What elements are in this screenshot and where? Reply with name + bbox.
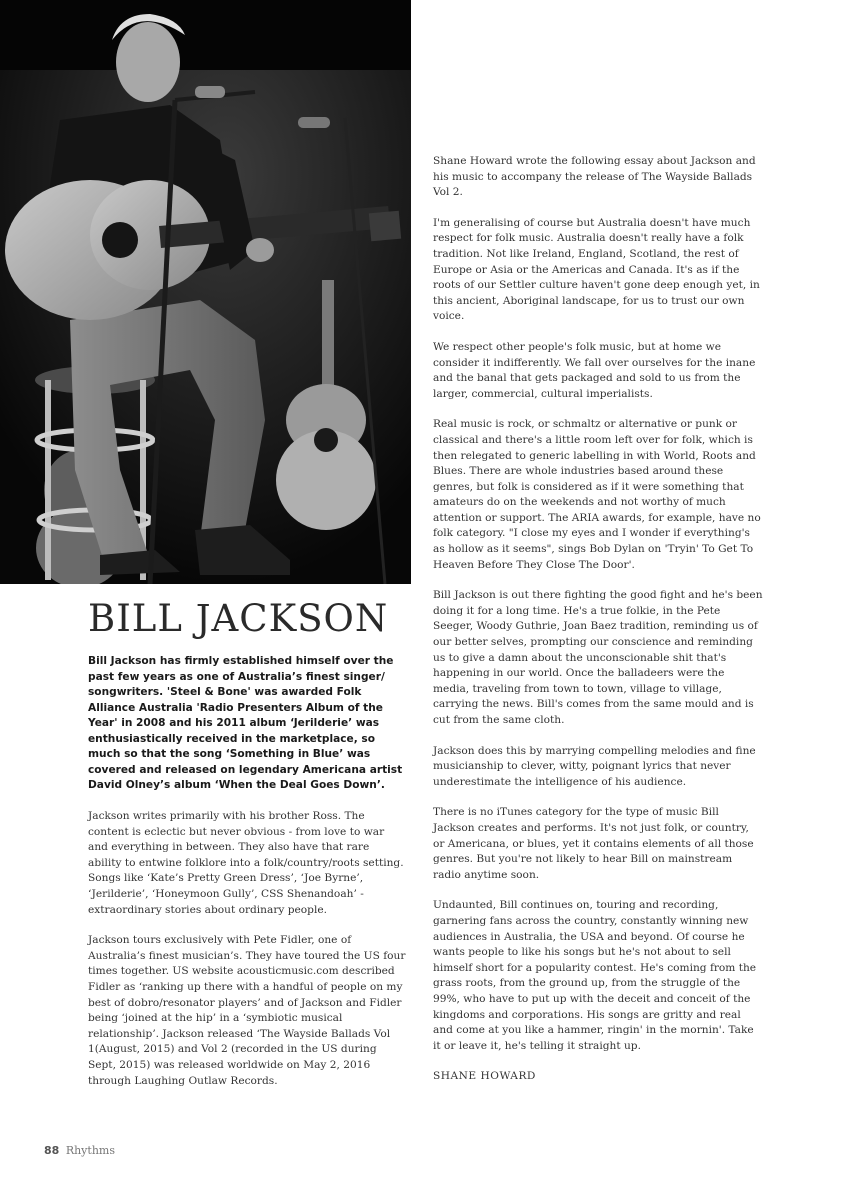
body-paragraph: Jackson writes primarily with his brother Ross. The content is eclectic but never obvious - from love to war and everything in between. They also have that rare ability to entwine folklore into a folk/country/roots setting. Songs like ‘Kate’s Pretty Green Dress’, ‘Joe Byrne’, ‘Jerilderie’, ‘Honeymoon Gully’, CSS Shenandoah’ - extraordinary stories about ordinary people. [88, 810, 404, 916]
body-paragraph: There is no iTunes category for the type of music Bill Jackson creates and performs. It's not just folk, or country, or Americana, or blues, yet it contains elements of all those genres. But you're not likely to hear Bill on mainstream radio anytime soon. [433, 806, 754, 881]
musician-photo-illustration [0, 0, 411, 584]
body-paragraph: I'm generalising of course but Australia doesn't have much respect for folk music. Australia doesn't really have a folk tradition. Not like Ireland, England, Scotland, the rest of Europe or Asia or the Americas and Canada. It's as if the roots of our Settler culture haven't gone deep enough yet, in this ancient, Aboriginal landscape, for us to trust our own voice. [433, 216, 760, 323]
page-footer [44, 1144, 115, 1157]
hero-photo [0, 0, 411, 584]
body-paragraph: Shane Howard wrote the following essay about Jackson and his music to accompany the release of The Wayside Ballads Vol 2. [433, 155, 756, 199]
magazine-name: Rhythms [65, 1144, 115, 1157]
right-column [433, 154, 763, 1100]
body-paragraph: Jackson does this by marrying compelling melodies and fine musicianship to clever, witty, poignant lyrics that never underestimate the intelligence of his audience. [433, 744, 756, 788]
article-title: BILL JACKSON [88, 597, 389, 640]
page-number: 88 [44, 1144, 60, 1157]
body-paragraph: Jackson tours exclusively with Pete Fidler, one of Australia’s finest musician’s. They have toured the US four times together. US website acousticmusic.com described Fidler as ‘ranking up there with a handful of people on my best of dobro/resonator players’ and of Jackson and Fidler being ‘joined at the hip’ in a ‘symbiotic musical relationship’. Jackson released ‘The Wayside Ballads Vol 1(August, 2015) and Vol 2 (recorded in the US during Sept, 2015) was released worldwide on May 2, 2016 through Laughing Outlaw Records. [88, 934, 406, 1087]
body-paragraph: Undaunted, Bill continues on, touring and recording, garnering fans across the country, constantly winning new audiences in Australia, the USA and beyond. Of course he wants people to like his songs but he's not about to sell himself short for a popularity contest. He's coming from the grass roots, from the ground up, from the struggle of the 99%, who have to put up with the deceit and conceit of the kingdoms and corporations. His songs are gritty and real and come at you like a hammer, ringin' in the mornin'. Take it or leave it, he's telling it straight up. [433, 899, 757, 1052]
left-column [88, 809, 406, 1104]
body-paragraph: We respect other people's folk music, but at home we consider it indifferently. We fall over ourselves for the inane and the banal that gets packaged and sold to us from the larger, commercial, cultural imperialists. [433, 340, 756, 400]
article-lead: Bill Jackson has firmly established himself over the past few years as one of Australia’s finest singer/ songwriters. 'Steel & Bone' was awarded Folk Alliance Australia 'Radio Presenters Album of the Year' in 2008 and his 2011 album ‘Jerilderie’ was enthusiastically received in the marketplace, so much so that the song ‘Something in Blue’ was covered and released on legendary Americana artist David Olney’s album ‘When the Deal Goes Down’. [88, 655, 403, 791]
body-paragraph: Bill Jackson is out there fighting the good fight and he's been doing it for a long time. He's a true folkie, in the Pete Seeger, Woody Guthrie, Joan Baez tradition, reminding us of our better selves, prompting our conscience and reminding us to give a damn about the unconscionable shit that's happening in our world. Once the balladeers were the media, traveling from town to town, village to village, carrying the news. Bill's comes from the same mould and is cut from the same cloth. [433, 589, 763, 726]
author-signature: SHANE HOWARD [433, 1070, 536, 1083]
body-paragraph: Real music is rock, or schmaltz or alternative or punk or classical and there's a little room left over for folk, which is then relegated to generic labelling in with World, Roots and Blues. There are whole industries based around these genres, but folk is considered as if it were something that amateurs do on the weekends and not worthy of much attention or support. The ARIA awards, for example, have no folk category. "I close my eyes and I wonder if everything's as hollow as it seems", sings Bob Dylan on 'Tryin' To Get To Heaven Before They Close The Door'. [433, 418, 761, 571]
